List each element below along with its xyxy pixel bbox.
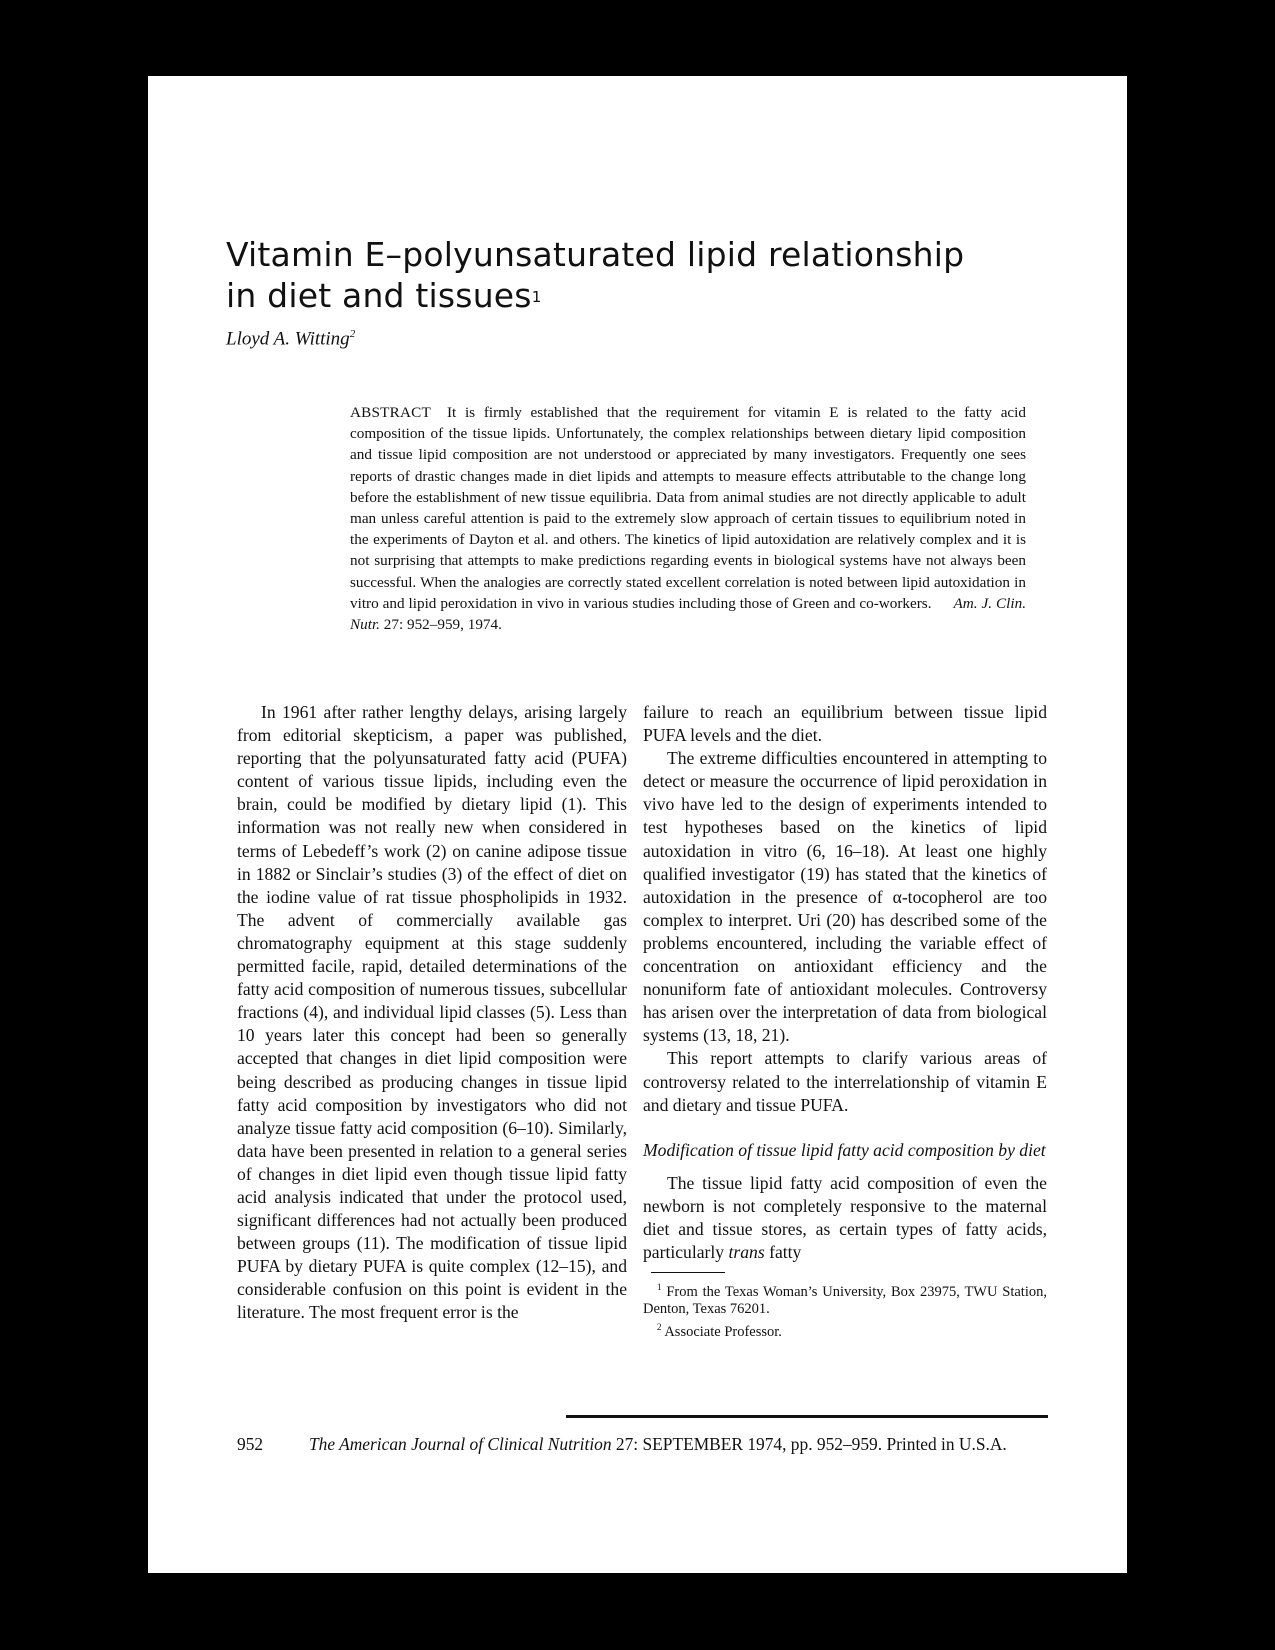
- body-paragraph: In 1961 after rather lengthy delays, arising largely from editorial skepticism, a paper was published, reporting that the polyunsaturated fatty acid (PUFA) content of various tissue lipids, including even the brain, could be modified by dietary lipid (1). This information was not really new when considered in terms of Lebedeff’s work (2) on canine adipose tissue in 1882 or Sinclair’s studies (3) of the effect of diet on the iodine value of rat tissue phospholipids in 1932. The advent of commercially available gas chromatography equipment at this stage suddenly permitted facile, rapid, detailed determinations of the fatty acid composition of numerous tissues, subcellular fractions (4), and individual lipid classes (5). Less than 10 years later this concept had been so generally accepted that changes in diet lipid composition were being described as producing changes in tissue lipid fatty acid composition by investigators who did not analyze tissue fatty acid composition (6–10). Similarly, data have been presented in relation to a general series of changes in diet lipid even though tissue lipid fatty acid analysis indicated that under the protocol used, significant differences had not actually been produced between groups (11). The modification of tissue lipid PUFA by dietary PUFA is quite complex (12–15), and considerable confusion on this point is evident in the literature. The most frequent error is the: [237, 702, 627, 1323]
- journal-name: The American Journal of Clinical Nutrition: [309, 1434, 612, 1454]
- body-paragraph: This report attempts to clarify various areas of controversy related to the interrelationship of vitamin E and dietary and tissue PUFA.: [643, 1048, 1047, 1115]
- page-footer: [237, 1434, 1049, 1455]
- author-name: Lloyd A. Witting: [226, 328, 350, 350]
- footnote-divider: [651, 1272, 725, 1273]
- footnote-text: Associate Professor.: [664, 1323, 782, 1340]
- author-footnote-mark: 2: [349, 328, 356, 340]
- document-page: [148, 76, 1127, 1573]
- journal-details: 27: SEPTEMBER 1974, pp. 952–959. Printed in U.S.A.: [611, 1434, 1007, 1454]
- abstract-text: It is firmly established that the requirement for vitamin E is related to the fatty acid composition of the tissue lipids. Unfortunately, the complex relationships between dietary lipid composition and tissue lipid composition are not understood or appreciated by many investigators. Frequently one sees reports of drastic changes made in diet lipids and attempts to measure effects attributable to the change long before the establishment of new tissue equilibria. Data from animal studies are not directly applicable to adult man unless careful attention is paid to the extremely slow approach of certain tissues to equilibrium noted in the experiments of Dayton et al. and others. The kinetics of lipid autoxidation are relatively complex and it is not surprising that attempts to make predictions regarding events in biological systems have not always been successful. When the analogies are correctly stated excellent correlation is noted between lipid autoxidation in vitro and lipid peroxidation in vivo in various studies including those of Green and co-workers.: [350, 404, 1026, 612]
- title-line-1: Vitamin E–polyunsaturated lipid relationship: [226, 235, 965, 274]
- body-paragraph-continuation: failure to reach an equilibrium between tissue lipid PUFA levels and the diet.: [643, 702, 1047, 746]
- italic-term: trans: [728, 1242, 765, 1263]
- page-number: 952: [237, 1434, 264, 1454]
- footnote-mark: 1: [657, 1282, 662, 1293]
- paragraph-text: The tissue lipid fatty acid composition of even the newborn is not completely responsive to the maternal diet and tissue stores, as certain types of fatty acids, particularly: [643, 1172, 1047, 1263]
- abstract-citation-details: 27: 952–959, 1974.: [383, 616, 502, 634]
- body-column-left: [237, 701, 627, 1325]
- footnote-mark: 2: [657, 1321, 662, 1332]
- abstract-label: ABSTRACT: [350, 404, 431, 421]
- footer-divider: [566, 1415, 1048, 1418]
- author-byline: [226, 328, 355, 350]
- footnote-text: From the Texas Woman’s University, Box 23975, TWU Station, Denton, Texas 76201.: [643, 1283, 1047, 1318]
- article-title: [226, 234, 1086, 316]
- paragraph-text: fatty: [764, 1242, 802, 1263]
- footnote-2: [643, 1319, 1047, 1341]
- footnote-1: [643, 1279, 1047, 1319]
- title-footnote-mark: 1: [531, 288, 542, 306]
- body-paragraph: [643, 1172, 1047, 1264]
- abstract: [350, 402, 1026, 635]
- section-heading: Modification of tissue lipid fatty acid composition by diet: [643, 1139, 1046, 1160]
- title-line-2: in diet and tissues: [226, 276, 532, 315]
- body-column-right: [643, 701, 1047, 1341]
- abstract-citation-journal: Am. J. Clin. Nutr.: [350, 594, 1026, 634]
- body-paragraph: The extreme difficulties encountered in attempting to detect or measure the occurrence of lipid peroxidation in vivo have led to the design of experiments intended to test hypotheses based on the kinetics of lipid autoxidation in vitro (6, 16–18). At least one highly qualified investigator (19) has stated that the kinetics of autoxidation in the presence of α-tocopherol are too complex to interpret. Uri (20) has described some of the problems encountered, including the variable effect of concentration on antioxidant efficiency and the nonuniform fate of antioxidant molecules. Controversy has arisen over the interpretation of data from biological systems (13, 18, 21).: [643, 748, 1047, 1046]
- footnotes: [643, 1279, 1047, 1341]
